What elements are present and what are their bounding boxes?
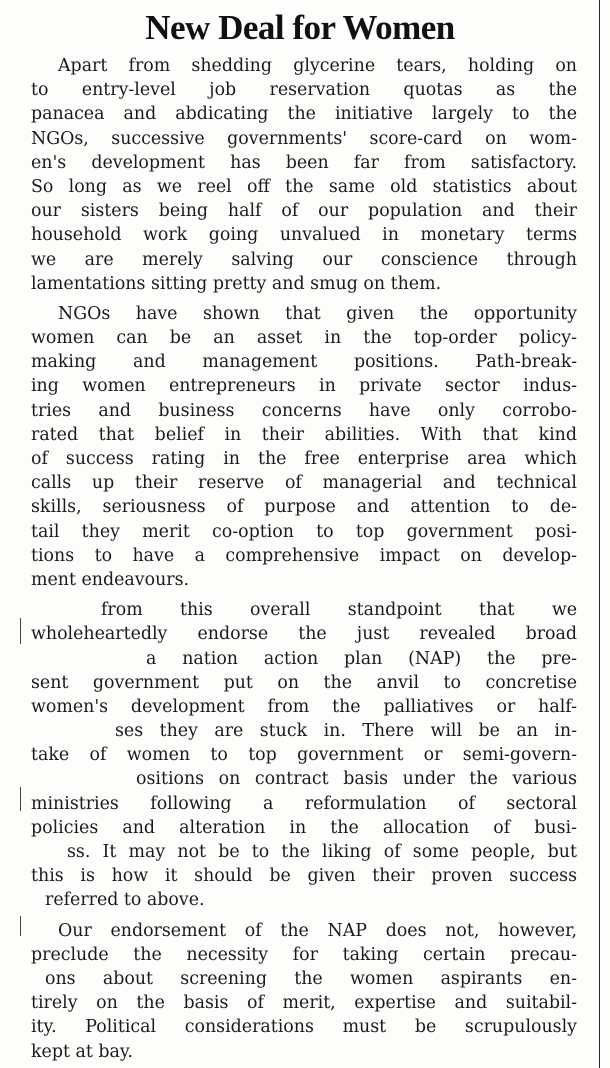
text-line: ity. Political considerations must be scrupulously <box>31 1017 577 1038</box>
text-line: women's development from the palliatives or half- <box>31 696 577 717</box>
text-line: to entry-level job reservation quotas as the <box>31 80 577 101</box>
text-line: referred to above. <box>45 890 205 911</box>
text-line: a nation action plan (NAP) the pre- <box>146 648 577 669</box>
text-line: tions to have a comprehensive impact on develop- <box>31 545 577 566</box>
text-line: household work going unvalued in monetary terms <box>31 225 577 246</box>
text-line: calls up their reserve of managerial and technical <box>31 473 577 494</box>
text-line: wholeheartedly endorse the just revealed broad <box>31 624 577 645</box>
article-body <box>31 54 577 1064</box>
text-line: ons about screening the women aspirants en- <box>45 968 577 989</box>
margin-mark <box>20 787 21 811</box>
text-line: So long as we reel off the same old statistics about <box>31 176 577 197</box>
paragraph <box>31 54 577 296</box>
text-line: of success rating in the free enterprise area which <box>31 449 577 469</box>
text-line: ministries following a reformulation of sectoral <box>31 793 577 814</box>
margin-mark <box>20 618 21 644</box>
paragraph <box>31 302 577 592</box>
text-line: policies and alteration in the allocation of busi- <box>31 817 577 838</box>
text-line: tirely on the basis of merit, expertise and suitabil- <box>31 993 577 1014</box>
text-line: take of women to top government or semi-govern- <box>31 745 577 766</box>
text-line: NGOs have shown that given the opportunity <box>58 303 577 324</box>
text-line: our sisters being half of our population and their <box>31 201 577 222</box>
text-line: rated that belief in their abilities. With that kind <box>31 424 577 445</box>
text-line: ing women entrepreneurs in private sector indus- <box>31 376 577 397</box>
text-line: ses they are stuck in. There will be an in- <box>115 721 577 742</box>
text-line: Our endorsement of the NAP does not, however, <box>58 920 577 941</box>
text-line: ositions on contract basis under the various <box>136 769 577 790</box>
text-line: from this overall standpoint that we <box>101 600 577 621</box>
text-line: panacea and abdicating the initiative largely to the <box>31 104 577 125</box>
headline: New Deal for Women <box>145 8 455 47</box>
text-line: women can be an asset in the top-order policy- <box>31 328 577 349</box>
text-line: we are merely salving our conscience through <box>31 249 577 270</box>
text-line: tries and business concerns have only corrobo- <box>31 400 577 421</box>
text-line: NGOs, successive governments' score-card on wom- <box>31 128 577 149</box>
text-line: skills, seriousness of purpose and attention to de- <box>31 497 577 518</box>
text-line: ss. It may not be to the liking of some people, but <box>67 842 577 862</box>
paragraph <box>31 919 577 1064</box>
text-line: ment endeavours. <box>31 569 190 590</box>
text-line: making and management positions. Path-break- <box>31 352 577 373</box>
text-line: this is how it should be given their proven success <box>31 866 577 887</box>
text-line: en's development has been far from satisfactory. <box>31 152 577 173</box>
paragraph <box>31 598 577 912</box>
text-line: tail they merit co-option to top government posi- <box>31 521 577 542</box>
column-rule <box>599 0 600 1068</box>
text-line: lamentations sitting pretty and smug on them. <box>31 273 442 294</box>
margin-mark <box>20 916 21 936</box>
text-line: preclude the necessity for taking certain precau- <box>31 944 577 965</box>
text-line: sent government put on the anvil to concretise <box>31 672 577 693</box>
text-line: kept at bay. <box>31 1041 133 1062</box>
text-line: Apart from shedding glycerine tears, holding on <box>58 56 577 76</box>
